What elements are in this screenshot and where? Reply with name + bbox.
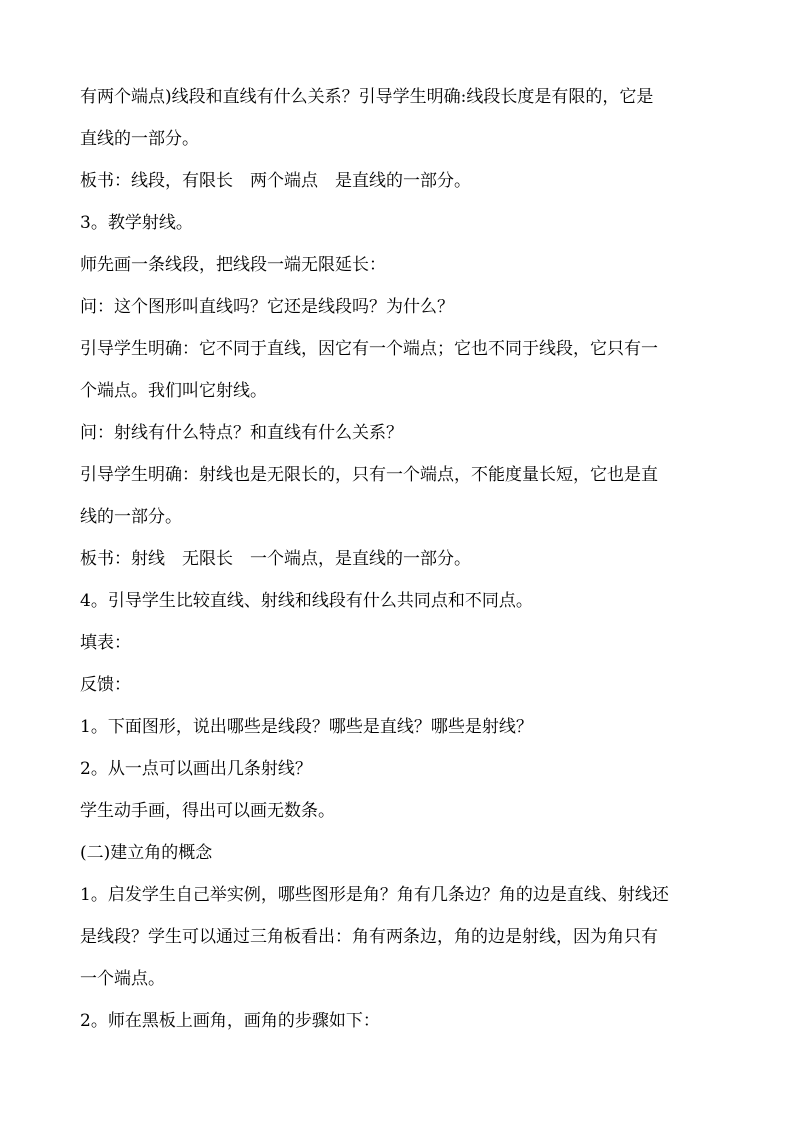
text-line: 板书：线段，有限长 两个端点 是直线的一部分。 bbox=[80, 171, 471, 191]
text-line: 反馈： bbox=[80, 675, 131, 695]
text-line: 3。教学射线。 bbox=[80, 213, 193, 233]
text-line: 2。师在黑板上画角，画角的步骤如下： bbox=[80, 1011, 380, 1031]
text-line: 学生动手画，得出可以画无数条。 bbox=[80, 801, 335, 821]
text-line: 1。启发学生自己举实例，哪些图形是角？角有几条边？角的边是直线、射线还 bbox=[80, 885, 669, 905]
text-line: 填表： bbox=[80, 633, 131, 653]
text-line: 板书：射线 无限长 一个端点，是直线的一部分。 bbox=[80, 549, 471, 569]
text-line: 问：射线有什么特点？和直线有什么关系？ bbox=[80, 423, 403, 443]
text-line: 直线的一部分。 bbox=[80, 129, 199, 149]
text-line: 问：这个图形叫直线吗？它还是线段吗？为什么？ bbox=[80, 297, 454, 317]
text-line: 2。从一点可以画出几条射线？ bbox=[80, 759, 312, 779]
text-line: 师先画一条线段，把线段一端无限延长： bbox=[80, 255, 386, 275]
text-line: (二)建立角的概念 bbox=[80, 843, 213, 863]
text-line: 一个端点。 bbox=[80, 969, 165, 989]
text-line: 引导学生明确：它不同于直线，因它有一个端点；它也不同于线段，它只有一 bbox=[80, 339, 658, 359]
text-line: 1。下面图形，说出哪些是线段？哪些是直线？哪些是射线？ bbox=[80, 717, 533, 737]
document-body bbox=[80, 76, 720, 1042]
text-line: 4。引导学生比较直线、射线和线段有什么共同点和不同点。 bbox=[80, 591, 533, 611]
text-line: 线的一部分。 bbox=[80, 507, 182, 527]
text-line: 引导学生明确：射线也是无限长的，只有一个端点，不能度量长短，它也是直 bbox=[80, 465, 658, 485]
text-line: 个端点。我们叫它射线。 bbox=[80, 381, 267, 401]
text-line: 是线段？学生可以通过三角板看出：角有两条边，角的边是射线，因为角只有 bbox=[80, 927, 658, 947]
text-line: 有两个端点)线段和直线有什么关系？引导学生明确:线段长度是有限的，它是 bbox=[80, 87, 654, 107]
